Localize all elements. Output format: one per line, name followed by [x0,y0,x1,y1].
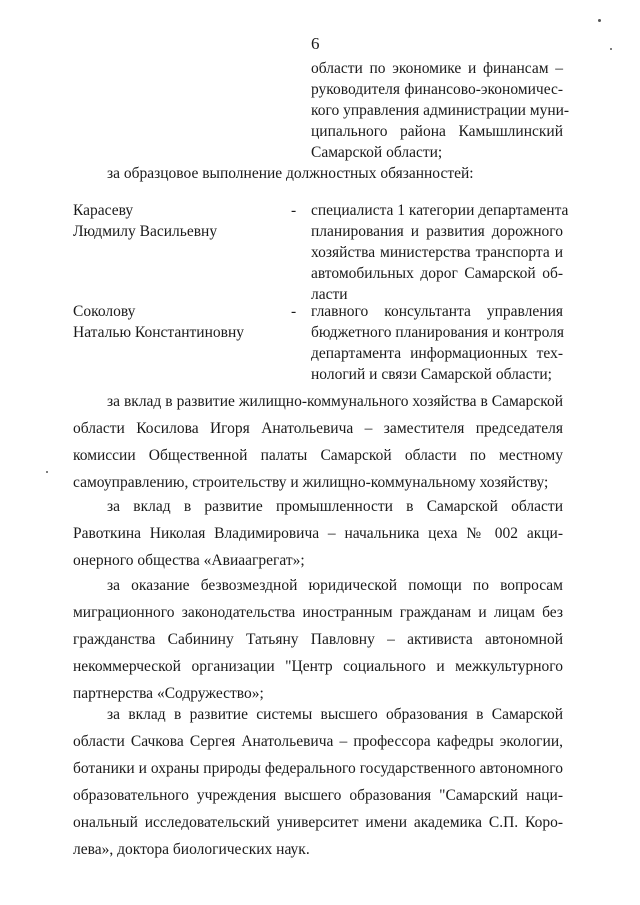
awardee-position-line: главного консультанта управления [311,303,563,320]
awardee-name-line: Наталью Константиновну [73,324,245,341]
paragraph-line: ональный исследовательский университет имени академика С.П. Коро- [73,814,563,831]
continuation-line: кого управления администрации муни- [311,102,570,119]
award-paragraph [73,572,563,707]
awardee-position-line: хозяйства министерства транспорта и [311,244,563,261]
awardee-dash: - [291,202,297,219]
page-number: 6 [311,34,320,53]
awardee-dash: - [291,303,297,320]
paragraph-line: некоммерческой организации "Центр социального и межкультурного [73,658,563,675]
paragraph-line: партнерства «Содружество»; [73,685,264,702]
scan-speck [598,19,601,22]
awardee-position-line: ласти [311,286,348,303]
awardee-position [311,301,563,385]
awardee-position-line: специалиста 1 категории департамента [311,202,569,219]
paragraph-line: за вклад в развитие жилищно-коммунального хозяйства в Самарской [107,393,563,410]
awardee-position-line: департамента информационных тех- [311,345,563,362]
paragraph-line: области Косилова Игоря Анатольевича – заместителя председателя [73,420,563,437]
paragraph-line: образовательного учреждения высшего образования "Самарский наци- [73,787,563,804]
section-heading: за образцовое выполнение должностных обязанностей: [107,165,474,182]
continuation-line: Самарской области; [311,144,443,161]
awardee-name-line: Карасеву [73,202,134,219]
paragraph-line: самоуправлению, строительству и жилищно-коммунальному хозяйству; [73,474,549,491]
awardee-name [73,301,244,343]
award-paragraph [73,388,563,496]
awardee-name [73,200,217,242]
paragraph-line: области Сачкова Сергея Анатольевича – профессора кафедры экологии, [73,733,563,750]
awardee-position-line: автомобильных дорог Самарской об- [311,265,563,282]
award-paragraph [73,493,563,574]
awardee-name-line: Соколову [73,303,136,320]
paragraph-line: ботаники и охраны природы федерального государственного автономного [73,760,563,777]
award-paragraph [73,701,563,863]
paragraph-line: лева», доктора биологических наук. [73,841,310,858]
awardee-position-line: бюджетного планирования и контроля [311,324,565,341]
awardee-name-line: Людмилу Васильевну [73,223,218,240]
continuation-line: руководителя финансово-экономичес- [311,81,563,98]
paragraph-line: за оказание безвозмездной юридической помощи по вопросам [107,577,563,594]
paragraph-line: гражданства Сабинину Татьяну Павловну – активиста автономной [73,631,563,648]
continuation-line: области по экономике и финансам – [311,60,563,77]
paragraph-line: комиссии Общественной палаты Самарской области по местному [73,447,563,464]
continuation-line: ципального района Камышлинский [311,123,563,140]
continuation-text [311,58,570,163]
paragraph-line: за вклад в развитие промышленности в Самарской области [107,498,563,515]
awardee-position-line: планирования и развития дорожного [311,223,563,240]
awardee-position-line: нологий и связи Самарской области; [311,366,552,383]
scan-speck [46,471,48,473]
awardee-position [311,200,569,305]
paragraph-line: за вклад в развитие системы высшего образования в Самарской [107,706,563,723]
paragraph-line: онерного общества «Авиаагрегат»; [73,552,305,569]
paragraph-line: Равоткина Николая Владимировича – начальника цеха № 002 акци- [73,525,563,542]
scan-speck [610,48,612,50]
paragraph-line: миграционного законодательства иностранным гражданам и лицам без [73,604,563,621]
